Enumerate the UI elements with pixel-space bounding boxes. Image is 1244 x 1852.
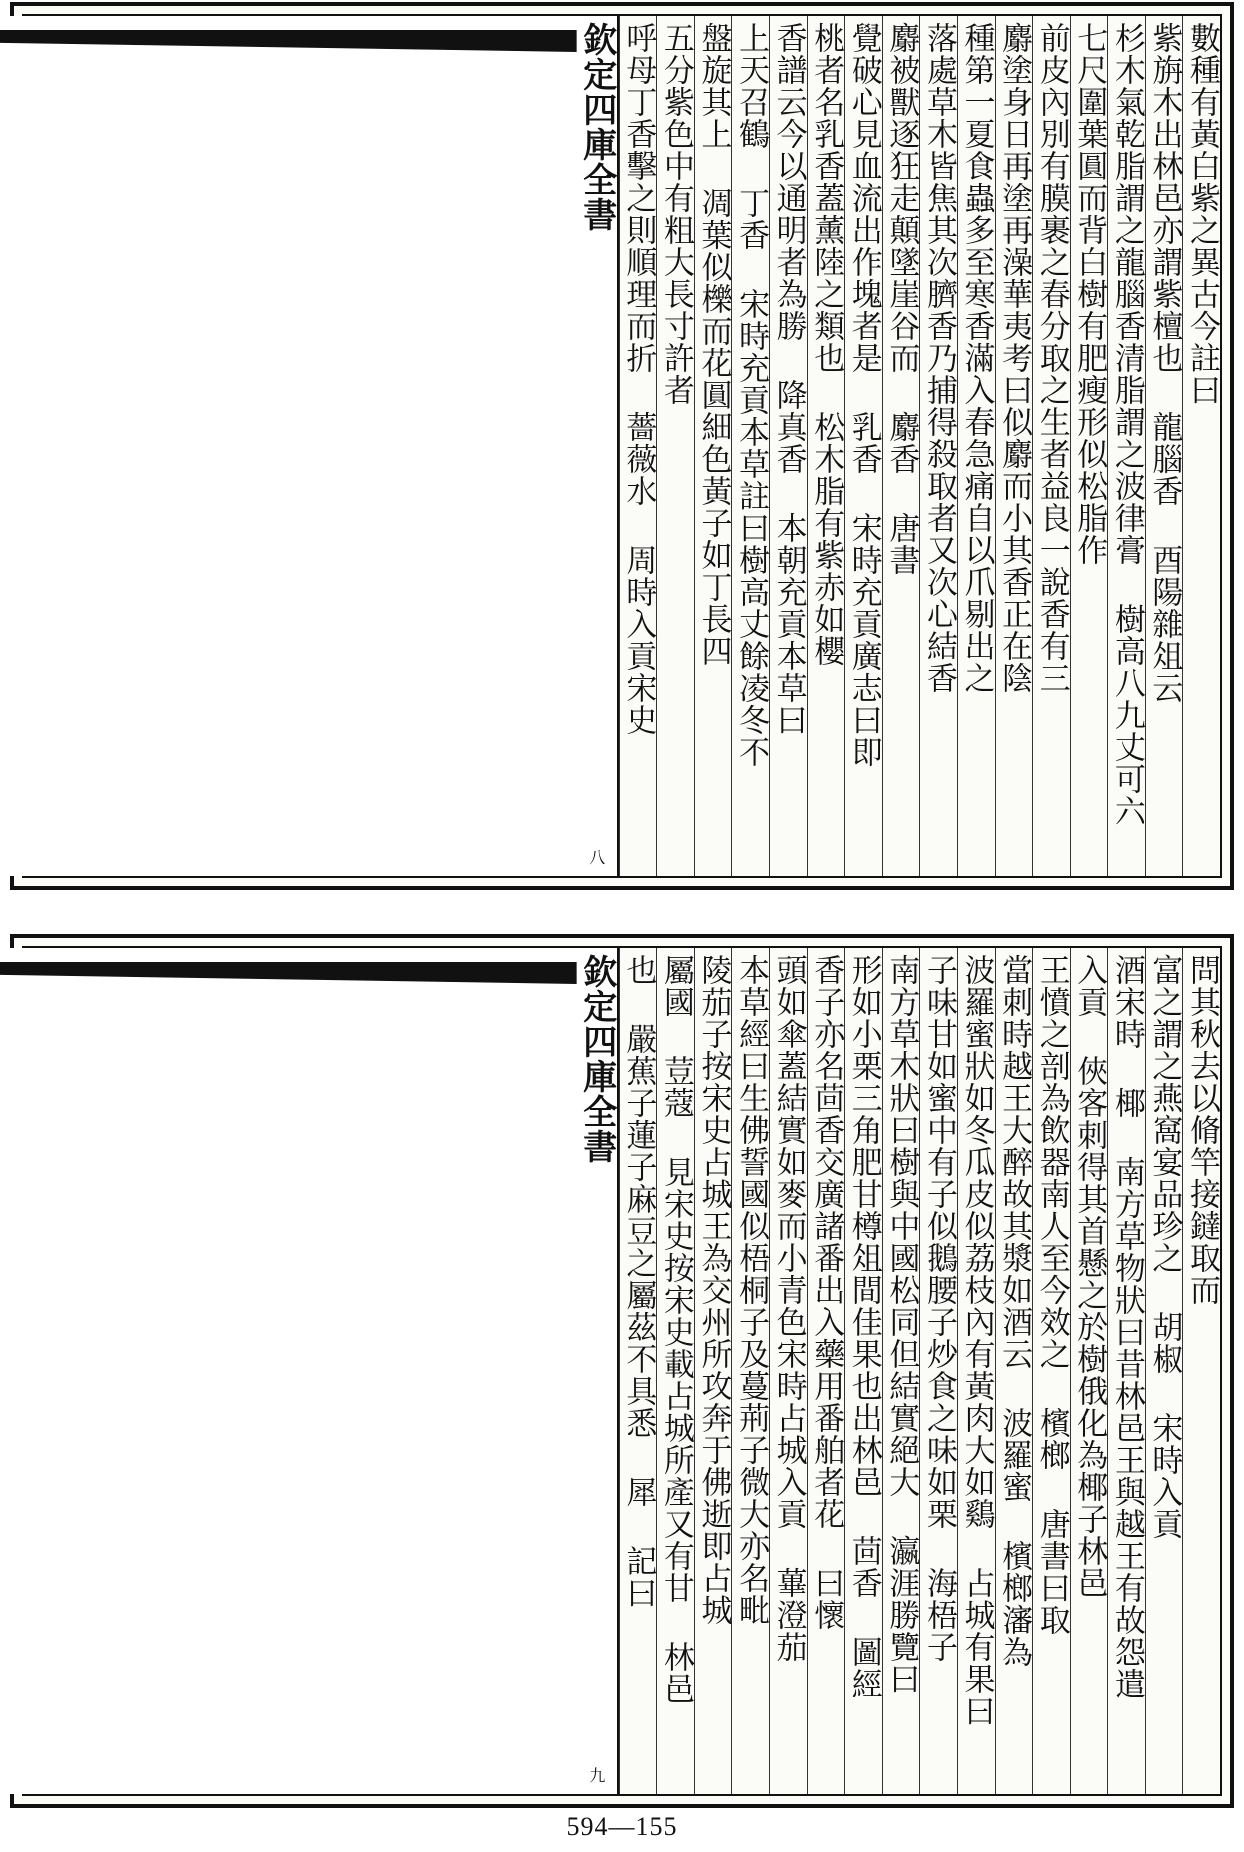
text-column: 酒宋時 椰 南方草物狀曰昔林邑王與越王有故怨遣 [1107,948,1145,1794]
upper-page-frame [22,14,1222,878]
text-column: 杉木氣乾脂謂之龍腦香清脂謂之波律膏 樹高八九丈可六 [1107,16,1145,876]
page-number: 594—155 [566,1812,678,1841]
upper-text-columns [24,16,1220,876]
text-column: 入貢 俠客刺得其首懸之於樹俄化為椰子林邑 [1070,948,1108,1794]
text-column: 形如小栗三角肥甘樽俎間佳果也出林邑 茴香 圖經 [844,948,882,1794]
text-column: 本草經曰生佛誓國似梧桐子及蔓荊子微大亦名毗 [731,948,769,1794]
text-column: 富之謂之燕窩宴品珍之 胡椒 宋時入貢 [1145,948,1183,1794]
text-column: 七尺圍葉圓而背白樹有肥瘦形似松脂作 [1070,16,1108,876]
upper-page [10,2,1234,890]
text-column: 波羅蜜狀如冬瓜皮似荔枝內有黃肉大如鷄 占城有果曰 [957,948,995,1794]
lower-page [10,934,1234,1808]
folio-number: 九 [586,1767,606,1784]
text-column: 頭如傘蓋結實如麥而小青色宋時占城入貢 蓽澄茄 [769,948,807,1794]
text-column: 屬國 荳蔻 見宋史按宋史載占城所產又有甘 林邑 [656,948,694,1794]
center-fold-column [0,948,619,1794]
text-column: 上天召鶴 丁香 宋時充貢本草註曰樹高丈餘凌冬不 [731,16,769,876]
text-column: 呼母丁香擊之則順理而折 薔薇水 周時入貢宋史 [619,16,657,876]
book-title: 欽定四庫全書 [576,22,617,232]
center-fold-column [0,16,619,876]
text-column: 王憤之剖為飲器南人至今效之 檳榔 唐書曰取 [1032,948,1070,1794]
text-column: 盤旋其上 凋葉似櫟而花圓細色黃子如丁長四 [694,16,732,876]
text-column: 麝塗身日再塗再澡華夷考曰似麝而小其香正在陰 [995,16,1033,876]
text-column: 麝被獸逐狂走顛墜崖谷而 麝香 唐書 [882,16,920,876]
fishtail-mark [0,30,577,52]
text-column: 也 嚴蕉子蓮子麻豆之屬茲不具悉 犀 記曰 [619,948,657,1794]
text-column: 種第一夏食蟲多至寒香滿入春急痛自以爪剔出之 [957,16,995,876]
book-title: 欽定四庫全書 [576,954,617,1164]
text-column: 問其秋去以脩竿接鐽取而 [1182,948,1220,1794]
text-column: 南方草木狀曰樹與中國松同但結實絕大 瀛涯勝覽曰 [882,948,920,1794]
text-column: 落處草木皆焦其次臍香乃捕得殺取者又次心結香 [919,16,957,876]
text-column: 子味甘如蜜中有子似鵝腰子炒食之味如栗 海梧子 [919,948,957,1794]
text-column: 香子亦名茴香交廣諸番出入藥用番舶者花 曰懷 [807,948,845,1794]
text-column: 數種有黃白紫之異古今註曰 [1182,16,1220,876]
text-column: 五分紫色中有粗大長寸許者 [656,16,694,876]
text-column: 桃者名乳香蓋薰陸之類也 松木脂有紫赤如櫻 [807,16,845,876]
text-column: 前皮內別有膜裹之春分取之生者益良一說香有三 [1032,16,1070,876]
lower-page-frame [22,946,1222,1796]
text-column: 陵茄子按宋史占城王為交州所攻奔于佛逝即占城 [694,948,732,1794]
text-column: 紫旃木出林邑亦謂紫檀也 龍腦香 酉陽雜俎云 [1145,16,1183,876]
text-column: 當刺時越王大醉故其漿如酒云 波羅蜜 檳榔瀋為 [995,948,1033,1794]
lower-text-columns [24,948,1220,1794]
folio-number: 八 [586,849,606,866]
text-column: 覺破心見血流出作塊者是 乳香 宋時充貢廣志曰即 [844,16,882,876]
text-column: 香譜云今以通明者為勝 降真香 本朝充貢本草曰 [769,16,807,876]
fishtail-mark [0,962,577,984]
